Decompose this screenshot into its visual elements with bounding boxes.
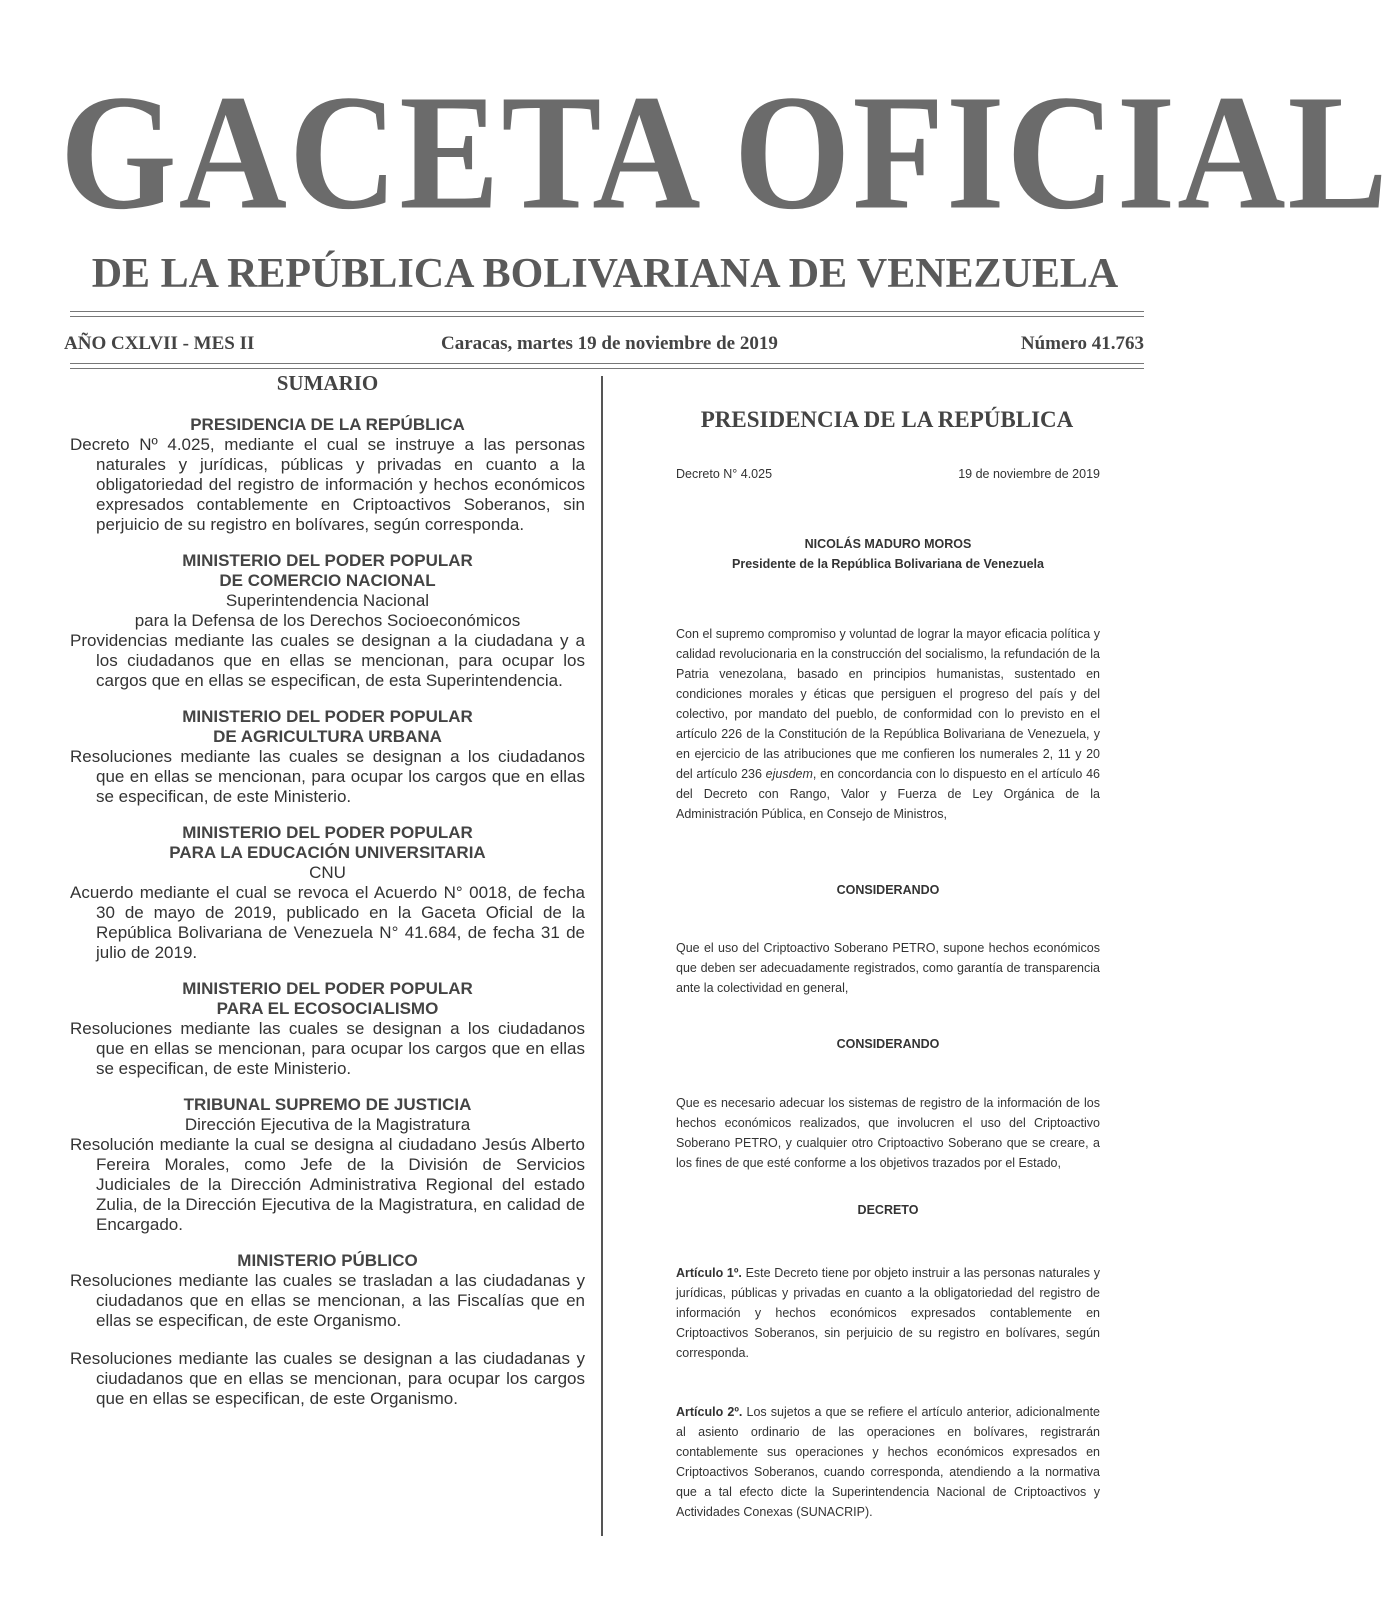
section-heading: PARA LA EDUCACIÓN UNIVERSITARIA <box>169 843 486 862</box>
section-heading: MINISTERIO PÚBLICO <box>237 1251 418 1270</box>
decreto-heading: DECRETO <box>857 1203 919 1217</box>
dateline-rule-inner <box>70 368 1144 369</box>
article-2-text: Los sujetos a que se refiere el artículo anterior, adicionalmente al asiento ordinario de las operaciones en bolívares, registrarán contablemente sus operaciones y hechos económicos expresados en Criptoactivos Soberanos, cuando corresponda, atendiendo a la normativa que a tal efecto dicte la Superintendencia Nacional de Criptoactivos y Actividades Conexas (SUNACRIP). <box>676 1405 1100 1519</box>
considerando-text-2: Que es necesario adecuar los sistemas de registro de la información de los hechos económicos realizados, que involucren el uso del Criptoactivo Soberano PETRO, y cualquier otro Criptoactivo Soberano que se creare, a los fines de que esté conforme a los objetivos trazados por el Estado, <box>676 1096 1100 1170</box>
decree-date: 19 de noviembre de 2019 <box>958 467 1100 481</box>
section-heading: PARA EL ECOSOCIALISMO <box>216 999 439 1018</box>
section-heading: DE AGRICULTURA URBANA <box>213 727 442 746</box>
section-summary: Acuerdo mediante el cual se revoca el Acuerdo N° 0018, de fecha 30 de mayo de 2019, publicado en la Gaceta Oficial de la República Bolivariana de Venezuela N° 41.684, de fecha 31 de julio de 2019. <box>70 883 585 962</box>
considerando-heading-1: CONSIDERANDO <box>836 883 940 897</box>
article-2 <box>676 1402 1100 1522</box>
article-1 <box>676 1263 1100 1363</box>
issue-date: Caracas, martes 19 de noviembre de 2019 <box>441 333 778 354</box>
sumario-section <box>70 1095 585 1235</box>
preamble-italic: ejusdem <box>765 767 813 781</box>
section-summary: Providencias mediante las cuales se designan a la ciudadana y a los ciudadanos que en ellas se mencionan, para ocupar los cargos que en ellas se especifican, de esta Superintendencia. <box>70 631 585 690</box>
section-heading: MINISTERIO DEL PODER POPULAR <box>182 979 473 998</box>
sumario-title: SUMARIO <box>276 371 379 395</box>
article-1-label: Artículo 1º. <box>676 1266 742 1280</box>
issue-number: Número 41.763 <box>1020 333 1144 354</box>
dateline-rule <box>70 363 1144 364</box>
section-subheading: Dirección Ejecutiva de la Magistratura <box>184 1115 471 1134</box>
decree-header <box>676 464 1100 484</box>
dateline <box>64 333 1144 357</box>
considerando-heading-2: CONSIDERANDO <box>836 1037 940 1051</box>
sumario-section <box>70 551 585 691</box>
author-title: Presidente de la República Bolivariana de Venezuela <box>732 557 1044 571</box>
section-heading: MINISTERIO DEL PODER POPULAR <box>182 823 473 842</box>
year-month: AÑO CXLVII - MES II <box>64 333 255 354</box>
article-1-text: Este Decreto tiene por objeto instruir a las personas naturales y jurídicas, públicas y privadas en cuanto a la obligatoriedad del registro de información y hechos económicos expresados contablemente en Criptoactivos Soberanos, sin perjuicio de su registro en bolívares, según corresponda. <box>676 1266 1100 1360</box>
considerando-text-1: Que el uso del Criptoactivo Soberano PETRO, supone hechos económicos que deben ser adecuadamente registrados, como garantía de transparencia ante la colectividad en general, <box>676 941 1100 995</box>
top-rule <box>70 311 1144 312</box>
decree-number: Decreto N° 4.025 <box>676 467 773 481</box>
section-heading: TRIBUNAL SUPREMO DE JUSTICIA <box>183 1095 472 1114</box>
sumario-section <box>70 823 585 963</box>
section-summary: Resoluciones mediante las cuales se trasladan a las ciudadanas y ciudadanos que en ellas se mencionan, a las Fiscalías que en ellas se especifican, de este Organismo. <box>70 1271 585 1330</box>
section-summary: Resolución mediante la cual se designa al ciudadano Jesús Alberto Fereira Morales, como Jefe de la División de Servicios Judiciales de la Dirección Administrativa Regional del estado Zulia, de la Dirección Ejecutiva de la Magistratura, en calidad de Encargado. <box>70 1135 585 1234</box>
preamble <box>676 624 1100 824</box>
masthead-subtitle: DE LA REPÚBLICA BOLIVARIANA DE VENEZUELA <box>91 251 1119 297</box>
author-name: NICOLÁS MADURO MOROS <box>804 537 972 551</box>
section-heading: MINISTERIO DEL PODER POPULAR <box>182 707 473 726</box>
preamble-text-b: , en concordancia con lo dispuesto en el artículo 46 del Decreto con Rango, Valor y Fuerza de Ley Orgánica de la Administración Pública, en Consejo de Ministros, <box>676 767 1100 821</box>
section-heading: DE COMERCIO NACIONAL <box>219 571 436 590</box>
article-2-label: Artículo 2º. <box>676 1405 743 1419</box>
sumario-section <box>70 979 585 1079</box>
section-summary: Resoluciones mediante las cuales se designan a los ciudadanos que en ellas se mencionan, para ocupar los cargos que en ellas se especifican, de este Ministerio. <box>70 747 585 806</box>
section-heading: PRESIDENCIA DE LA REPÚBLICA <box>190 415 465 434</box>
preamble-text-a: Con el supremo compromiso y voluntad de lograr la mayor eficacia política y calidad revolucionaria en la construcción del socialismo, la refundación de la Patria venezolana, basado en principios humanistas, sustentado en condiciones morales y éticas que persiguen el progreso del país y del colectivo, por mandato del pueblo, de conformidad con lo previsto en el artículo 226 de la Constitución de la República Bolivariana de Venezuela, y en ejercicio de las atribuciones que me confieren los numerales 2, 11 y 20 del artículo 236 <box>676 627 1100 781</box>
section-summary: Resoluciones mediante las cuales se designan a los ciudadanos que en ellas se mencionan, para ocupar los cargos que en ellas se especifican, de este Ministerio. <box>70 1019 585 1078</box>
section-subheading: para la Defensa de los Derechos Socioeconómicos <box>134 611 521 630</box>
section-summary: Decreto Nº 4.025, mediante el cual se instruye a las personas naturales y jurídicas, públicas y privadas en cuanto a la obligatoriedad del registro de información y hechos económicos expresados contablemente en Criptoactivos Soberanos, sin perjuicio de su registro en bolívares, según corresponda. <box>70 435 585 534</box>
column-separator <box>601 376 603 1536</box>
sumario-sections <box>70 415 585 1409</box>
section-summary: Resoluciones mediante las cuales se designan a las ciudadanas y ciudadanos que en ellas se mencionan, para ocupar los cargos que en ellas se especifican, de este Organismo. <box>70 1349 585 1408</box>
sumario <box>70 373 585 1425</box>
section-subheading: Superintendencia Nacional <box>225 591 430 610</box>
section-title: PRESIDENCIA DE LA REPÚBLICA <box>700 407 1074 432</box>
top-rule-inner <box>70 316 1144 317</box>
section-heading: MINISTERIO DEL PODER POPULAR <box>182 551 473 570</box>
sumario-section <box>70 707 585 807</box>
section-subheading: CNU <box>309 863 346 882</box>
masthead-title: GACETA OFICIAL <box>60 61 1390 244</box>
sumario-section <box>70 1251 585 1409</box>
sumario-section <box>70 415 585 535</box>
